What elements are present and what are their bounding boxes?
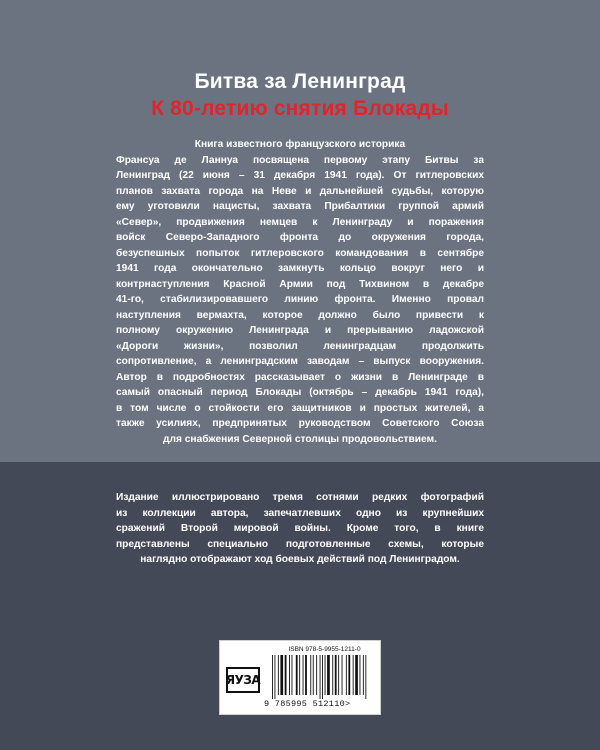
barcode-bar xyxy=(332,655,333,695)
barcode-bar xyxy=(363,655,364,695)
illustrations-text xyxy=(116,490,484,568)
barcode-bar xyxy=(335,655,337,695)
barcode-bar xyxy=(322,655,323,699)
barcode-bar xyxy=(338,655,339,695)
annotation-line: «Север», продвижения немцев к Ленинграду и поражения xyxy=(116,216,484,228)
annotation-line: наступления вермахта, которое должно было привести к xyxy=(116,309,484,321)
annotation-line: ему уготовили нацисты, захвата Прибалтики группой армий xyxy=(116,201,484,212)
book-subtitle: К 80-летию снятия Блокады xyxy=(151,97,449,120)
barcode-bar xyxy=(289,655,290,695)
annotation-line: 41-го, стабилизировавшего линию фронта. Именно провал xyxy=(116,294,484,305)
barcode-digits xyxy=(264,699,379,709)
barcode-bar xyxy=(325,655,326,695)
annotation-line: Автор в подробностях рассказывает о жизни в Ленинграде в xyxy=(116,371,484,383)
annotation-text xyxy=(116,137,484,447)
book-title: Битва за Ленинград xyxy=(194,70,406,93)
annotation-line: Франсуа де Ланнуа посвящена первому этапу Битвы за xyxy=(116,154,484,166)
publisher-logo: ЯУЗА xyxy=(226,667,260,693)
barcode-bar xyxy=(313,655,314,695)
annotation-line: планов захвата города на Неве и дальнейшей судьбы, которую xyxy=(116,185,484,197)
annotation-line: сопротивление, а ленинградским заводам – выпуск вооружения. xyxy=(116,356,484,367)
barcode-bar xyxy=(316,655,317,695)
barcode-bar xyxy=(299,655,300,695)
barcode-bar xyxy=(320,655,321,699)
barcode-bar xyxy=(280,655,283,695)
barcode-bar xyxy=(355,655,358,695)
isbn-text: ISBN 978-5-9955-1211-0 xyxy=(288,646,361,653)
barcode-bar xyxy=(348,655,350,695)
barcode-bar xyxy=(303,655,304,695)
illustrations-line: сражений Второй мировой войны. Кроме того, в книге xyxy=(116,523,484,534)
annotation-line: для снабжения Северной столицы продовольствием. xyxy=(163,433,437,445)
annotation-line: войск Северо-Западного фронта до окружения города, xyxy=(116,232,484,243)
barcode-bar xyxy=(365,655,366,699)
barcode-bar xyxy=(292,655,293,695)
barcode-bar xyxy=(360,655,361,695)
annotation-line: 1941 года окончательно замкнуть кольцо вокруг него и xyxy=(116,263,484,274)
barcode-bar xyxy=(296,655,298,695)
illustrations-line: наглядно отображают ход боевых действий под Ленинградом. xyxy=(140,554,460,565)
annotation-line: самый опасный период Блокады (октябрь – декабрь 1941 года), xyxy=(116,387,484,398)
annotation-line: «Дороги жизни», позволил ленинградцам продолжить xyxy=(116,340,484,352)
barcode-bar xyxy=(305,655,307,695)
barcode-bar xyxy=(285,655,287,695)
illustrations-line: представлены специально подготовленные схемы, которые xyxy=(116,538,484,550)
annotation-line: контрнаступления Красной Армии под Тихвином в декабре xyxy=(116,278,484,290)
barcode-bar xyxy=(327,655,330,695)
barcode-sticker xyxy=(219,640,381,715)
annotation-line: безуспешных попыток гитлеровского командования в сентябре xyxy=(116,247,484,259)
barcode-bar xyxy=(278,655,279,695)
annotation-line: также усилиях, предпринятых руководством Советского Союза xyxy=(116,418,484,429)
annotation-line: в том числе о стойкости его защитников и простых жителей, а xyxy=(116,402,484,414)
barcode-bar xyxy=(342,655,343,695)
annotation-line: Книга известного французского историка xyxy=(194,139,406,150)
barcode-bar xyxy=(353,655,354,695)
barcode-number: 9 785995 512110 xyxy=(264,699,346,709)
barcode-bar xyxy=(272,655,273,699)
annotation-line: Ленинград (22 июня – 31 декабря 1941 года). От гитлеровских xyxy=(116,170,484,181)
barcode-bar xyxy=(346,655,347,695)
barcode-bar xyxy=(275,655,276,699)
barcode-quiet-mark: > xyxy=(345,699,351,709)
illustrations-line: из коллекции автора, запечатлевших одно из крупнейших xyxy=(116,507,484,519)
barcode-bar xyxy=(310,655,311,695)
illustrations-line: Издание иллюстрировано тремя сотнями редких фотографий xyxy=(116,492,484,503)
barcode-icon xyxy=(270,655,378,699)
annotation-line: полному окружению Ленинграда и прерыванию ладожской xyxy=(116,325,484,336)
